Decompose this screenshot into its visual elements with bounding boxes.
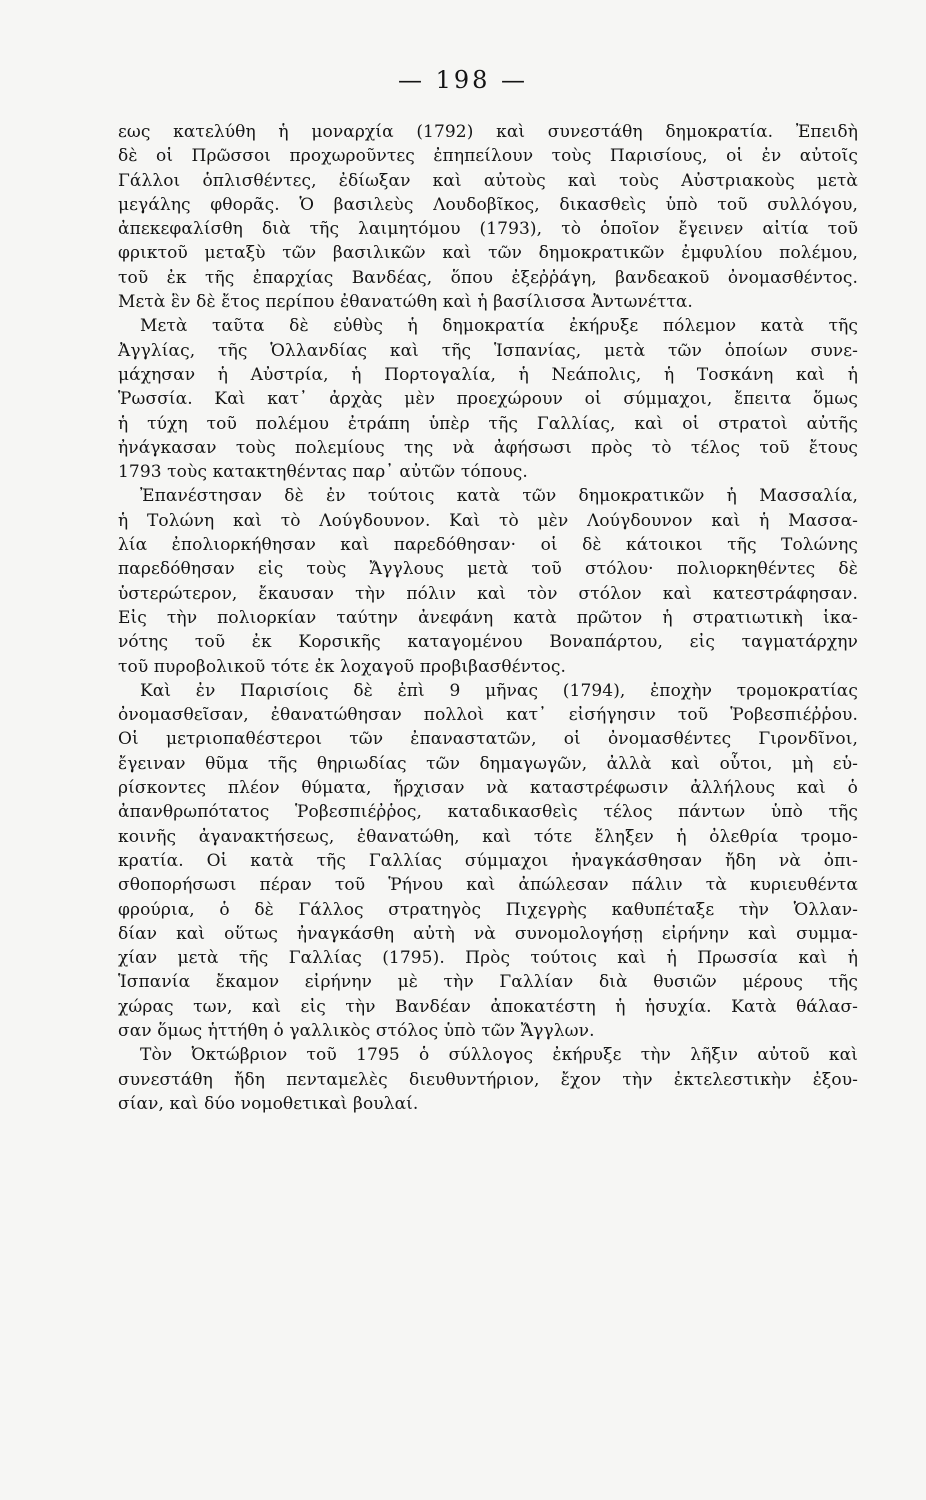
text-line: τοῦ ἐκ τῆς ἐπαρχίας Βανδέας, ὅπου ἐξεῤῥάγη, βανδεακοῦ ὀνομασθέντος. (118, 267, 858, 288)
text-line: Τὸν Ὀκτώβριον τοῦ 1795 ὁ σύλλογος ἐκήρυξε τὴν λῆξιν αὐτοῦ καὶ (140, 1045, 858, 1066)
text-line: δίαν καὶ οὕτως ἠναγκάσθη αὐτὴ νὰ συνομολογήσῃ εἰρήνην καὶ συμμα- (118, 923, 858, 944)
text-line: ἡ τύχη τοῦ πολέμου ἐτράπη ὑπὲρ τῆς Γαλλίας, καὶ οἱ στρατοὶ αὐτῆς (118, 413, 858, 434)
paragraph (118, 120, 858, 314)
text-line: φρικτοῦ μεταξὺ τῶν βασιλικῶν καὶ τῶν δημοκρατικῶν ἐμφυλίου πολέμου, (118, 243, 858, 264)
page-number: — 198 — (397, 66, 529, 94)
text-line: Εἰς τὴν πολιορκίαν ταύτην ἀνεφάνη κατὰ πρῶτον ἡ στρατιωτικὴ ἱκα- (118, 607, 858, 628)
text-line: ὑστερώτερον, ἔκαυσαν τὴν πόλιν καὶ τὸν στόλον καὶ κατεστράφησαν. (118, 583, 858, 604)
text-line: ἀπεκεφαλίσθη διὰ τῆς λαιμητόμου (1793), τὸ ὁποῖον ἔγεινεν αἰτία τοῦ (118, 219, 858, 240)
text-line: χίαν μετὰ τῆς Γαλλίας (1795). Πρὸς τούτοις καὶ ἡ Πρωσσία καὶ ἡ (118, 948, 858, 969)
text-line: Ἱσπανία ἔκαμον εἰρήνην μὲ τὴν Γαλλίαν διὰ θυσιῶν μέρους τῆς (118, 972, 858, 993)
text-line: δὲ οἱ Πρῶσσοι προχωροῦντες ἐπηπείλουν τοὺς Παρισίους, οἱ ἐν αὐτοῖς (118, 146, 858, 167)
text-line: τοῦ πυροβολικοῦ τότε ἐκ λοχαγοῦ προβιβασθέντος. (118, 656, 566, 677)
text-line: ὀνομασθεῖσαν, ἐθανατώθησαν πολλοὶ κατ᾽ εἰσήγησιν τοῦ Ῥοβεσπιέῤῥου. (118, 705, 858, 726)
text-line: εως κατελύθη ἡ μοναρχία (1792) καὶ συνεστάθη δημοκρατία. Ἐπειδὴ (118, 122, 858, 142)
text-line: σαν ὅμως ἡττήθη ὁ γαλλικὸς στόλος ὑπὸ τῶν Ἄγγλων. (118, 1020, 595, 1041)
text-line: Μετὰ ἓν δὲ ἔτος περίπου ἐθανατώθη καὶ ἡ βασίλισσα Ἀντωνέττα. (118, 292, 693, 313)
text-line: Ἀγγλίας, τῆς Ὁλλανδίας καὶ τῆς Ἱσπανίας, μετὰ τῶν ὁποίων συνε- (118, 340, 858, 361)
text-line: ἠνάγκασαν τοὺς πολεμίους της νὰ ἀφήσωσι πρὸς τὸ τέλος τοῦ ἔτους (118, 437, 858, 458)
text-line: Ἐπανέστησαν δὲ ἐν τούτοις κατὰ τῶν δημοκρατικῶν ἡ Μασσαλία, (140, 486, 858, 507)
text-line: Μετὰ ταῦτα δὲ εὐθὺς ἡ δημοκρατία ἐκήρυξε πόλεμον κατὰ τῆς (140, 316, 858, 337)
paragraph (118, 314, 858, 484)
text-line: χώρας των, καὶ εἰς τὴν Βανδέαν ἀποκατέστη ἡ ἡσυχία. Κατὰ θάλασ- (118, 996, 858, 1017)
text-line: Καὶ ἐν Παρισίοις δὲ ἐπὶ 9 μῆνας (1794), ἐποχὴν τρομοκρατίας (140, 680, 858, 701)
text-line: ἡ Τολώνη καὶ τὸ Λούγδουνον. Καὶ τὸ μὲν Λούγδουνον καὶ ἡ Μασσα- (118, 510, 858, 531)
text-body (118, 120, 858, 1116)
paragraph (118, 484, 858, 678)
text-line: Γάλλοι ὁπλισθέντες, ἐδίωξαν καὶ αὐτοὺς καὶ τοὺς Αὐστριακοὺς μετὰ (118, 170, 858, 191)
text-line: νότης τοῦ ἐκ Κορσικῆς καταγομένου Βοναπάρτου, εἰς ταγματάρχην (118, 632, 858, 653)
text-line: παρεδόθησαν εἰς τοὺς Ἄγγλους μετὰ τοῦ στόλου· πολιορκηθέντες δὲ (118, 559, 858, 580)
text-line: Οἱ μετριοπαθέστεροι τῶν ἐπαναστατῶν, οἱ ὀνομασθέντες Γιρονδῖνοι, (118, 729, 858, 750)
text-line: Ῥωσσία. Καὶ κατ᾽ ἀρχὰς μὲν προεχώρουν οἱ σύμμαχοι, ἔπειτα ὅμως (118, 389, 858, 410)
text-line: ἔγειναν θῦμα τῆς θηριωδίας τῶν δημαγωγῶν, ἀλλὰ καὶ οὗτοι, μὴ εὑ- (118, 753, 858, 774)
paragraph (118, 679, 858, 1043)
text-line: λία ἐπολιορκήθησαν καὶ παρεδόθησαν· οἱ δὲ κάτοικοι τῆς Τολώνης (118, 535, 858, 556)
text-line: κρατία. Οἱ κατὰ τῆς Γαλλίας σύμμαχοι ἠναγκάσθησαν ἤδη νὰ ὀπι- (118, 850, 858, 871)
text-line: φρούρια, ὁ δὲ Γάλλος στρατηγὸς Πιχεγρὴς καθυπέταξε τὴν Ὁλλαν- (118, 899, 858, 920)
text-line: 1793 τοὺς κατακτηθέντας παρ᾽ αὐτῶν τόπους. (118, 462, 528, 483)
text-line: μεγάλης φθορᾶς. Ὁ βασιλεὺς Λουδοβῖκος, δικασθεὶς ὑπὸ τοῦ συλλόγου, (118, 194, 858, 215)
text-line: ἀπανθρωπότατος Ῥοβεσπιέῤῥος, καταδικασθεὶς τέλος πάντων ὑπὸ τῆς (118, 802, 858, 823)
text-line: σθοπορήσωσι πέραν τοῦ Ῥήνου καὶ ἀπώλεσαν πάλιν τὰ κυριευθέντα (118, 875, 858, 896)
text-line: κοινῆς ἀγανακτήσεως, ἐθανατώθη, καὶ τότε ἔληξεν ἡ ὀλεθρία τρομο- (118, 826, 858, 847)
text-line: συνεστάθη ἤδη πενταμελὲς διευθυντήριον, ἔχον τὴν ἐκτελεστικὴν ἐξου- (118, 1069, 858, 1090)
text-line: ρίσκοντες πλέον θύματα, ἤρχισαν νὰ καταστρέφωσιν ἀλλήλους καὶ ὁ (118, 778, 858, 799)
text-line: σίαν, καὶ δύο νομοθετικαὶ βουλαί. (118, 1093, 419, 1114)
text-line: μάχησαν ἡ Αὐστρία, ἡ Πορτογαλία, ἡ Νεάπολις, ἡ Τοσκάνη καὶ ἡ (118, 364, 858, 385)
paragraph (118, 1043, 858, 1116)
